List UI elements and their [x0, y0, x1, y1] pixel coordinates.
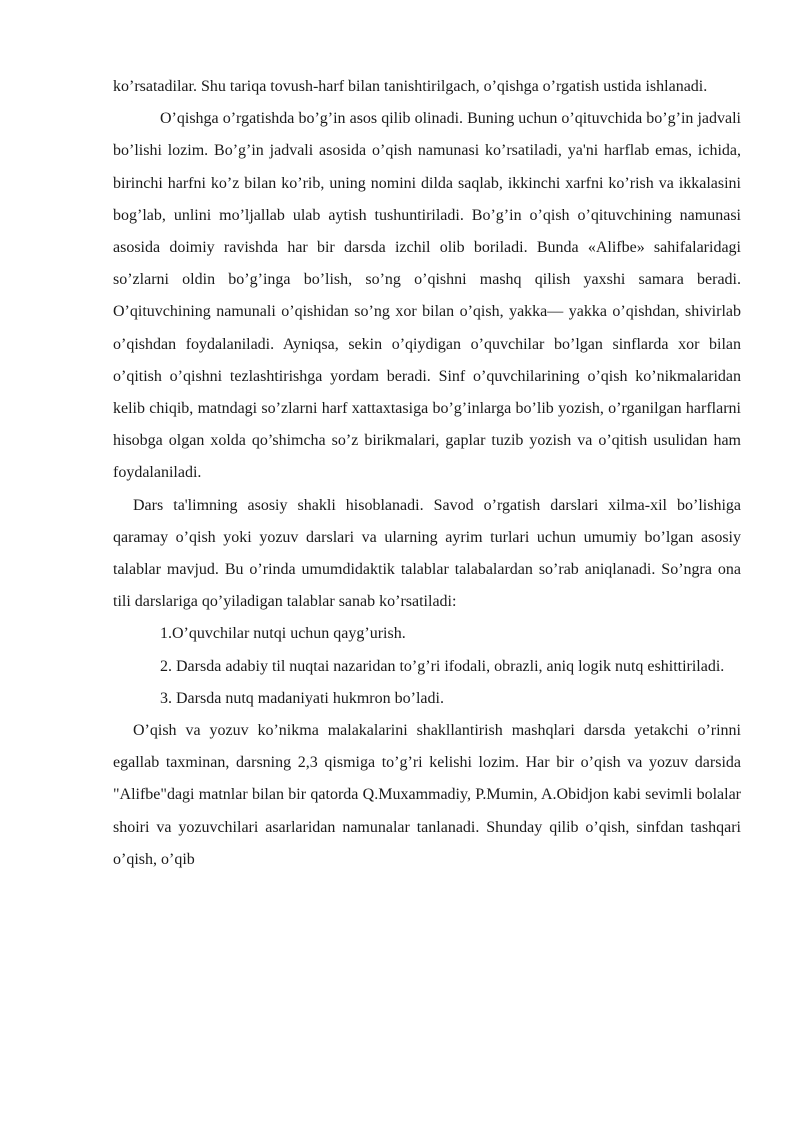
paragraph-continuation: ko’rsatadilar. Shu tariqa tovush-harf bilan tanishtirilgach, o’qishga o’rgatish ustida ishlanadi.	[113, 78, 708, 95]
document-page	[113, 71, 741, 876]
list-item-3: 3. Darsda nutq madaniyati hukmron bo’ladi.	[160, 689, 444, 707]
paragraph-lesson-requirements: Dars ta'limning asosiy shakli hisoblanadi. Savod o’rgatish darslari xilma-xil bo’lishiga qaramay o’qish yoki yozuv darslari va ularning ayrim turlari uchun umumiy bo’lgan asosiy talablar mavjud. Bu o’rinda umumdidaktik talablar talabalardan so’rab aniqlanadi. So’ngra ona tili darslariga qo’yiladigan talablar sanab ko’rsatiladi:	[113, 496, 741, 611]
paragraph-reading-writing-exercises: O’qish va yozuv ko’nikma malakalarini shakllantirish mashqlari darsda yetakchi o’rinni egallab taxminan, darsning 2,3 qismiga to’g’ri kelishi lozim. Har bir o’qish va yozuv darsida "Alifbe"dagi matnlar bilan bir qatorda Q.Muxammadiy, P.Mumin, A.Obidjon kabi sevimli bolalar shoiri va yozuvchilari asarlaridan namunalar tanlanadi. Shunday qilib o’qish, sinfdan tashqari o’qish, o’qib	[113, 722, 741, 868]
paragraph-syllable-reading: O’qishga o’rgatishda bo’g’in asos qilib olinadi. Buning uchun o’qituvchida bo’g’in jadvali bo’lishi lozim. Bo’g’in jadvali asosida o’qish namunasi ko’rsatiladi, ya'ni harflab emas, ichida, birinchi harfni ko’z bilan ko’rib, uning nomini dilda saqlab, ikkinchi xarfni ko’rish va ikkalasini bog’lab, unlini mo’ljallab ulab aytish tushuntiriladi. Bo’g’in o’qish o’qituvchining namunasi asosida doimiy ravishda har bir darsda izchil olib boriladi. Bunda «Alifbe» sahifalaridagi so’zlarni oldin bo’g’inga bo’lish, so’ng o’qishni mashq qilish yaxshi samara beradi. O’qituvchining namunali o’qishidan so’ng xor bilan o’qish, yakka— yakka o’qishdan, shivirlab o’qishdan foydalaniladi. Ayniqsa, sekin o’qiydigan o’quvchilar bo’lgan sinflarda xor bilan o’qitish o’qishni tezlashtirishga yordam beradi. Sinf o’quvchilarining o’qish ko’nikmalaridan kelib chiqib, matndagi so’zlarni harf xattaxtasiga bo’g’inlarga bo’lib yozish, o’rganilgan harflarni hisobga olgan xolda qo’shimcha so’z birikmalari, gaplar tuzib yozish va o’qitish usulidan ham foydalaniladi.	[113, 110, 741, 482]
list-item-1: 1.O’quvchilar nutqi uchun qayg’urish.	[160, 625, 406, 643]
list-item-2: 2. Darsda adabiy til nuqtai nazaridan to’g’ri ifodali, obrazli, aniq logik nutq eshittiriladi.	[160, 657, 725, 675]
